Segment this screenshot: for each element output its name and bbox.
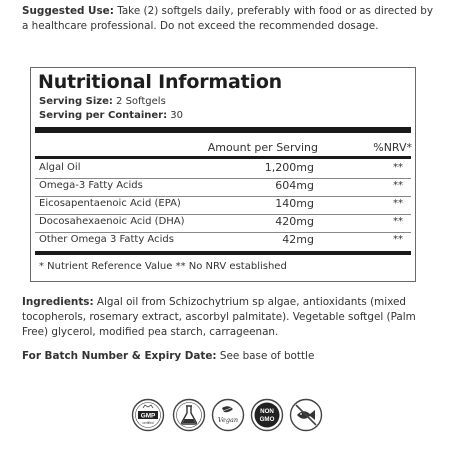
nutrient-row <box>35 196 411 215</box>
batch-text: See base of bottle <box>216 350 315 362</box>
nutrient-amount: 140mg <box>275 197 314 210</box>
nutrient-nrv: ** <box>393 180 403 191</box>
non-gmo-bottom-text: GMO <box>259 416 275 423</box>
gmp-badge-text: GMP <box>140 412 156 420</box>
nutrient-name: Eicosapentaenoic Acid (EPA) <box>39 198 181 209</box>
nutrient-amount: 1,200mg <box>264 161 314 174</box>
ingredients-text: Algal oil from Schizochytrium sp algae, antioxidants (mixed tocopherols, rosemary extract, ascorbyl palmitate). Vegetable softgel (Palm Free) glycerol, modified pea starch, carrageenan. <box>22 296 416 338</box>
nutrient-name: Algal Oil <box>39 162 81 173</box>
header-amount: Amount per Serving <box>207 141 318 154</box>
nutrient-nrv: ** <box>393 216 403 227</box>
vegan-icon <box>211 398 245 432</box>
header-nrv: %NRV* <box>373 141 412 154</box>
divider-bottom <box>35 251 411 255</box>
servings-label: Serving per Container: <box>39 110 168 121</box>
nutrition-title: Nutritional Information <box>38 71 282 93</box>
nutrient-row <box>35 178 411 197</box>
batch-info <box>22 350 314 362</box>
no-fish-icon <box>289 398 323 432</box>
non-gmo-top-text: NON <box>260 408 274 415</box>
nutrient-name: Docosahexaenoic Acid (DHA) <box>39 216 185 227</box>
suggested-use-label: Suggested Use: <box>22 5 114 17</box>
nutrient-nrv: ** <box>393 162 403 173</box>
nutrient-row <box>35 214 411 233</box>
nutrient-nrv: ** <box>393 198 403 209</box>
gmp-badge-subtext: certified <box>142 421 154 425</box>
nutrient-row <box>35 232 411 250</box>
lab-tested-icon <box>172 398 206 432</box>
servings-per-container <box>39 110 183 121</box>
nutrient-nrv: ** <box>393 234 403 245</box>
suggested-use-text: Take (2) softgels daily, preferably with food or as directed by a healthcare professional. Do not exceed the recommended dosage. <box>22 5 433 32</box>
gmp-certified-icon <box>131 398 165 432</box>
nutrient-amount: 420mg <box>275 215 314 228</box>
nutrient-amount: 42mg <box>282 233 314 246</box>
ingredients-label: Ingredients: <box>22 296 94 308</box>
divider-thick <box>35 127 411 133</box>
non-gmo-icon <box>250 398 284 432</box>
batch-label: For Batch Number & Expiry Date: <box>22 350 217 362</box>
nrv-footnote: * Nutrient Reference Value ** No NRV established <box>39 261 287 272</box>
nutrient-row <box>35 160 411 179</box>
suggested-use <box>22 4 440 34</box>
certification-badges <box>0 398 456 434</box>
divider-header <box>35 156 411 159</box>
serving-size-value: 2 Softgels <box>112 96 166 107</box>
vegan-badge-text: Vegan <box>217 416 239 424</box>
nutrition-panel <box>30 67 416 282</box>
nutrient-name: Other Omega 3 Fatty Acids <box>39 234 174 245</box>
nutrient-name: Omega-3 Fatty Acids <box>39 180 143 191</box>
ingredients <box>22 295 442 340</box>
servings-value: 30 <box>167 110 183 121</box>
serving-size <box>39 96 166 107</box>
nutrient-amount: 604mg <box>275 179 314 192</box>
serving-size-label: Serving Size: <box>39 96 113 107</box>
